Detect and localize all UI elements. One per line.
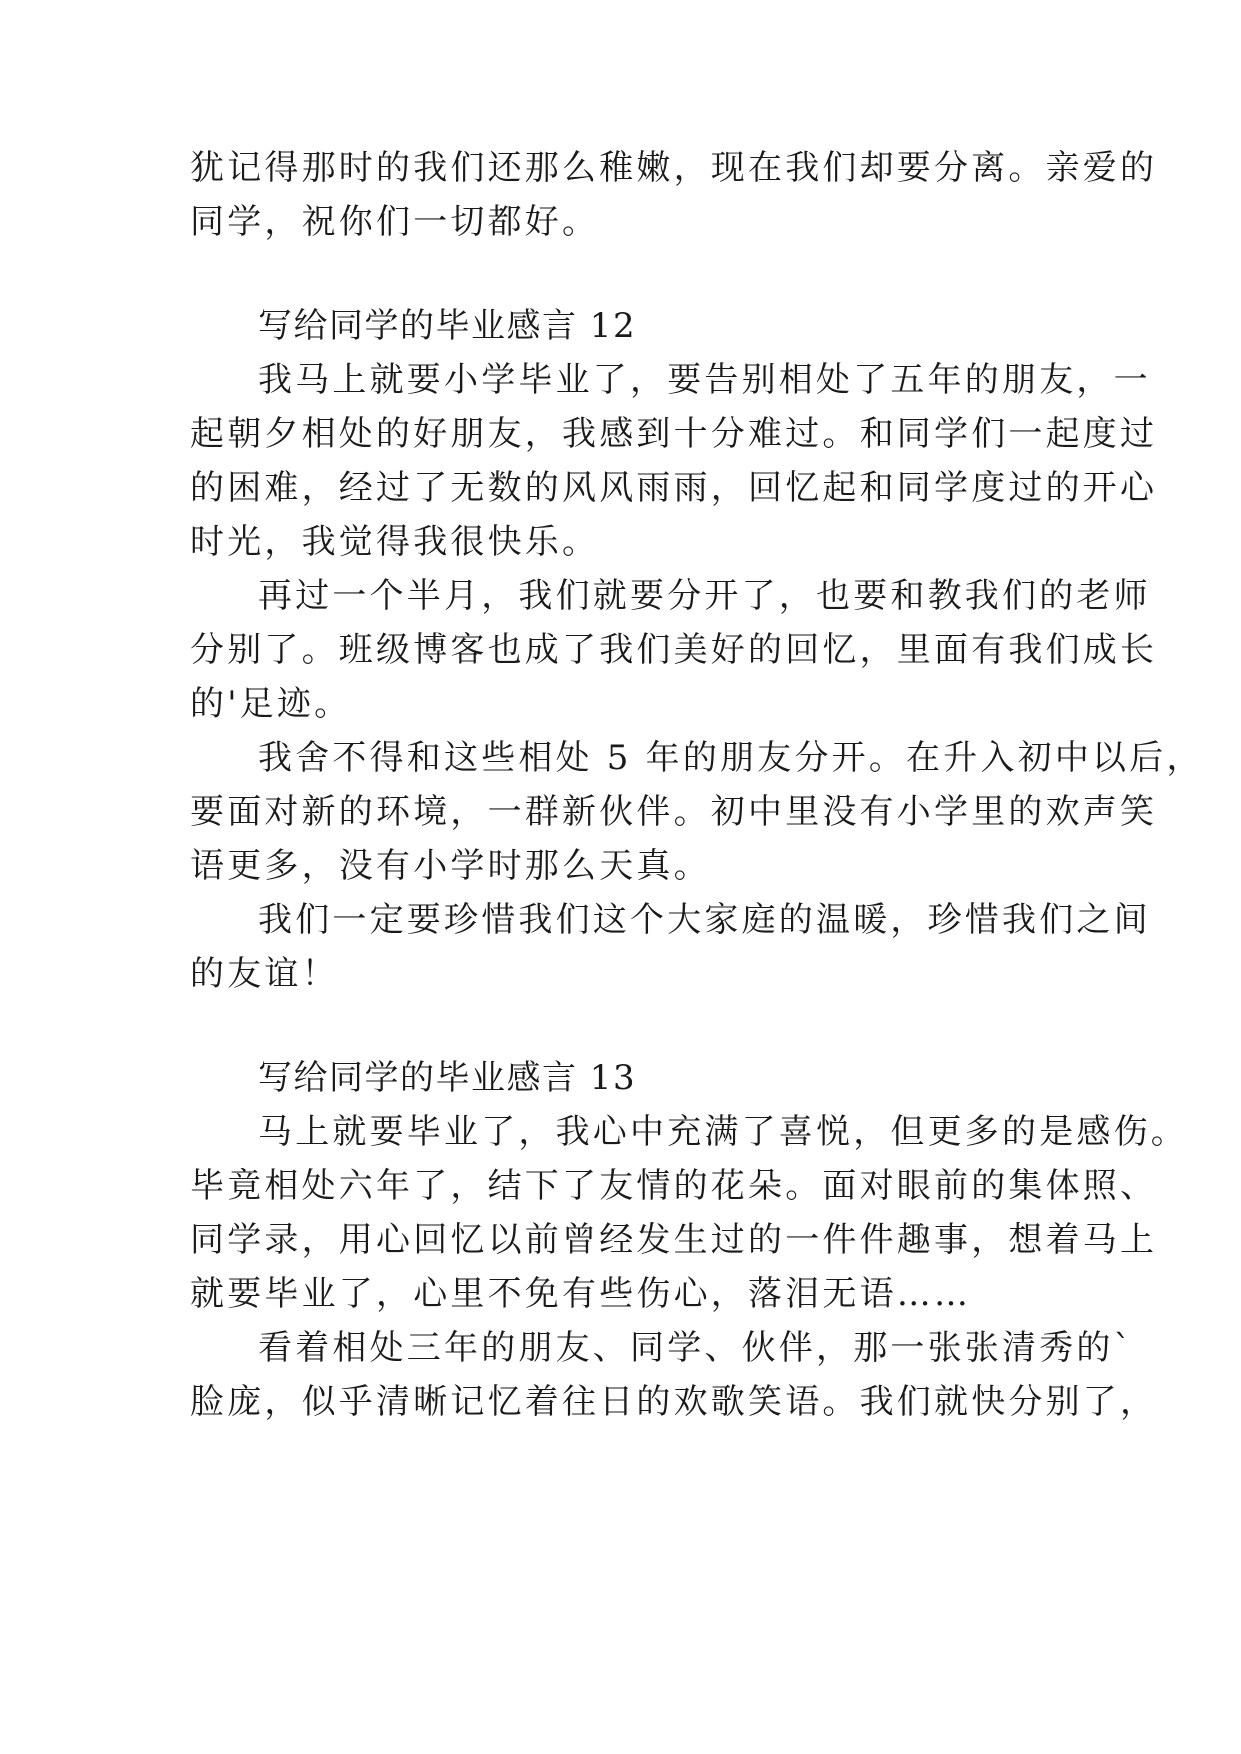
paragraph-line: 起朝夕相处的好朋友，我感到十分难过。和同学们一起度过 — [190, 414, 1158, 454]
paragraph-line: 犹记得那时的我们还那么稚嫩，现在我们却要分离。亲爱的 — [190, 148, 1158, 188]
paragraph-line: 的友谊！ — [190, 954, 339, 994]
paragraph-line: 的困难，经过了无数的风风雨雨，回忆起和同学度过的开心 — [190, 468, 1158, 508]
paragraph-line: 脸庞，似乎清晰记忆着往日的欢歌笑语。我们就快分别了， — [190, 1382, 1158, 1422]
paragraph-line: 的'足迹。 — [190, 684, 352, 724]
paragraph-line: 同学，祝你们一切都好。 — [190, 202, 600, 242]
paragraph-line: 看着相处三年的朋友、同学、伙伴，那一张张清秀的` — [258, 1328, 1134, 1368]
section-heading: 写给同学的毕业感言 12 — [258, 306, 637, 346]
paragraph-line: 我们一定要珍惜我们这个大家庭的温暖，珍惜我们之间 — [258, 900, 1151, 940]
paragraph-line: 我马上就要小学毕业了，要告别相处了五年的朋友，一 — [258, 360, 1151, 400]
paragraph-line: 同学录，用心回忆以前曾经发生过的一件件趣事，想着马上 — [190, 1220, 1158, 1260]
section-heading: 写给同学的毕业感言 13 — [258, 1058, 637, 1098]
paragraph-line: 毕竟相处六年了，结下了友情的花朵。面对眼前的集体照、 — [190, 1166, 1158, 1206]
paragraph-line: 我舍不得和这些相处 5 年的朋友分开。在升入初中以后， — [258, 738, 1204, 778]
paragraph-line: 时光，我觉得我很快乐。 — [190, 522, 600, 562]
paragraph-line: 要面对新的环境，一群新伙伴。初中里没有小学里的欢声笑 — [190, 792, 1158, 832]
paragraph-line: 再过一个半月，我们就要分开了，也要和教我们的老师 — [258, 576, 1151, 616]
paragraph-line: 语更多，没有小学时那么天真。 — [190, 846, 711, 886]
paragraph-line: 分别了。班级博客也成了我们美好的回忆，里面有我们成长 — [190, 630, 1158, 670]
paragraph-line: 就要毕业了，心里不免有些伤心，落泪无语…… — [190, 1274, 972, 1314]
paragraph-line: 马上就要毕业了，我心中充满了喜悦，但更多的是感伤。 — [258, 1112, 1188, 1152]
